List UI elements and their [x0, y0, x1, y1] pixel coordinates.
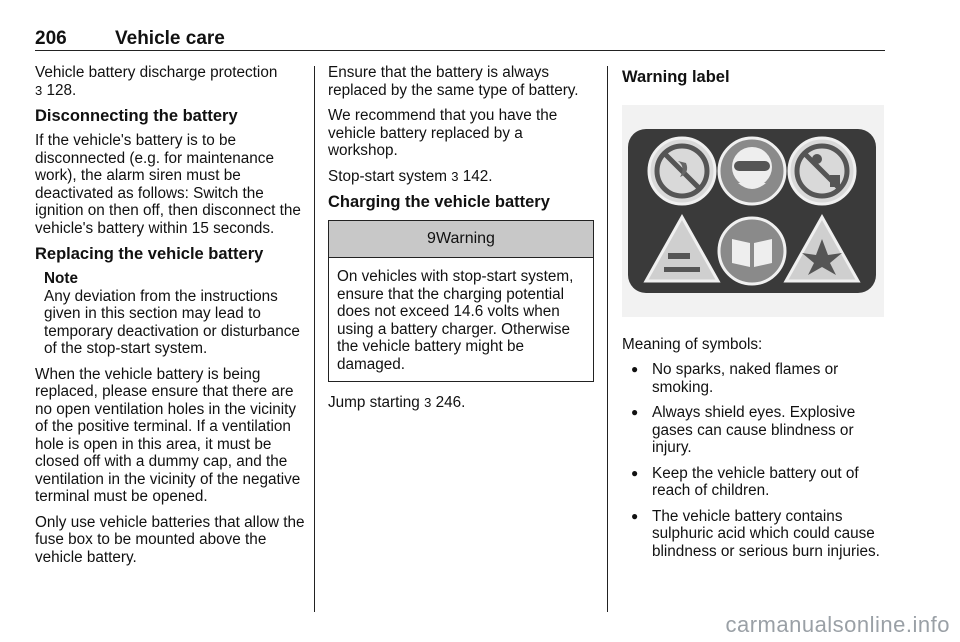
eye-protection-icon: [719, 138, 785, 204]
heading-replacing: Replacing the vehicle battery: [35, 245, 264, 263]
column-2: [328, 64, 594, 420]
note-text: Any deviation from the instructions given in this section may lead to temporary deactivation or disturbance of the stop-start system.: [44, 287, 300, 357]
meaning-of-symbols: Meaning of symbols:: [622, 335, 763, 353]
column-3: [622, 64, 888, 568]
ref-link-142[interactable]: 142.: [462, 167, 493, 185]
ref-arrow-icon: 3: [424, 395, 432, 410]
stop-start-ref: Stop-start system 3 142.: [328, 167, 493, 185]
battery-warning-label-image: [622, 105, 884, 317]
column-1: [35, 64, 305, 574]
discharge-protection-ref: Vehicle battery discharge protection 3 128.: [35, 64, 278, 99]
paragraph-disconnecting: If the vehicle's battery is to be disconnected (e.g. for maintenance work), the alarm siren must be deactivated as follows: Switch the ignition on then off, then disconnect the vehicle's battery within 15 seconds.: [35, 132, 301, 237]
symbol-list: [622, 361, 888, 560]
list-item: ● Keep the vehicle battery out of reach of children.: [622, 465, 888, 500]
ref-link-246[interactable]: 246.: [435, 394, 466, 411]
read-manual-icon: [719, 218, 785, 284]
list-item: ● Always shield eyes. Explosive gases can cause blindness or injury.: [622, 404, 888, 457]
list-item: ● No sparks, naked flames or smoking.: [622, 361, 888, 396]
ref-link-128[interactable]: 128.: [46, 81, 77, 99]
column-divider-1: [314, 66, 315, 612]
warning-box: [328, 220, 594, 382]
warning-title: Warning: [435, 230, 495, 248]
paragraph-replacing-2: Only use vehicle batteries that allow the fuse box to be mounted above the vehicle battery.: [35, 513, 305, 566]
column-divider-2: [607, 66, 608, 612]
heading-charging: Charging the vehicle battery: [328, 193, 550, 211]
paragraph-same-type: Ensure that the battery is always replaced by the same type of battery.: [328, 64, 579, 99]
ref-arrow-icon: 3: [451, 168, 459, 184]
heading-disconnecting: Disconnecting the battery: [35, 107, 238, 125]
warning-triangle-icon: 9: [427, 230, 436, 248]
list-item: ● The vehicle battery contains sulphuric acid which could cause blindness or serious burn injuries.: [622, 508, 888, 561]
keep-away-children-icon: [789, 138, 855, 204]
jump-starting-ref: Jump starting 3 246.: [328, 394, 466, 411]
warning-header: [329, 221, 593, 258]
ref-arrow-icon: 3: [35, 82, 43, 98]
page-number: 206: [35, 28, 67, 49]
watermark: carmanualsonline.info: [725, 612, 950, 637]
page-title: Vehicle care: [115, 28, 225, 49]
note-title: Note: [44, 270, 78, 287]
no-flames-icon: [649, 138, 715, 204]
note-box: [44, 270, 305, 358]
page-header: [35, 28, 885, 51]
paragraph-workshop: We recommend that you have the vehicle battery replaced by a workshop.: [328, 107, 558, 159]
heading-warning-label: Warning label: [622, 68, 730, 86]
paragraph-replacing-1: When the vehicle battery is being replaced, please ensure that there are no open ventilation holes in the vicinity of the positive terminal. If a ventilation hole is open in this area, it must be closed off with a dummy cap, and the ventilation in the vicinity of the negative terminal must be opened.: [35, 365, 301, 505]
warning-text: On vehicles with stop-start system, ensure that the charging potential does not exceed 14.6 volts when using a battery charger. Otherwise the vehicle battery might be damaged.: [337, 268, 574, 373]
